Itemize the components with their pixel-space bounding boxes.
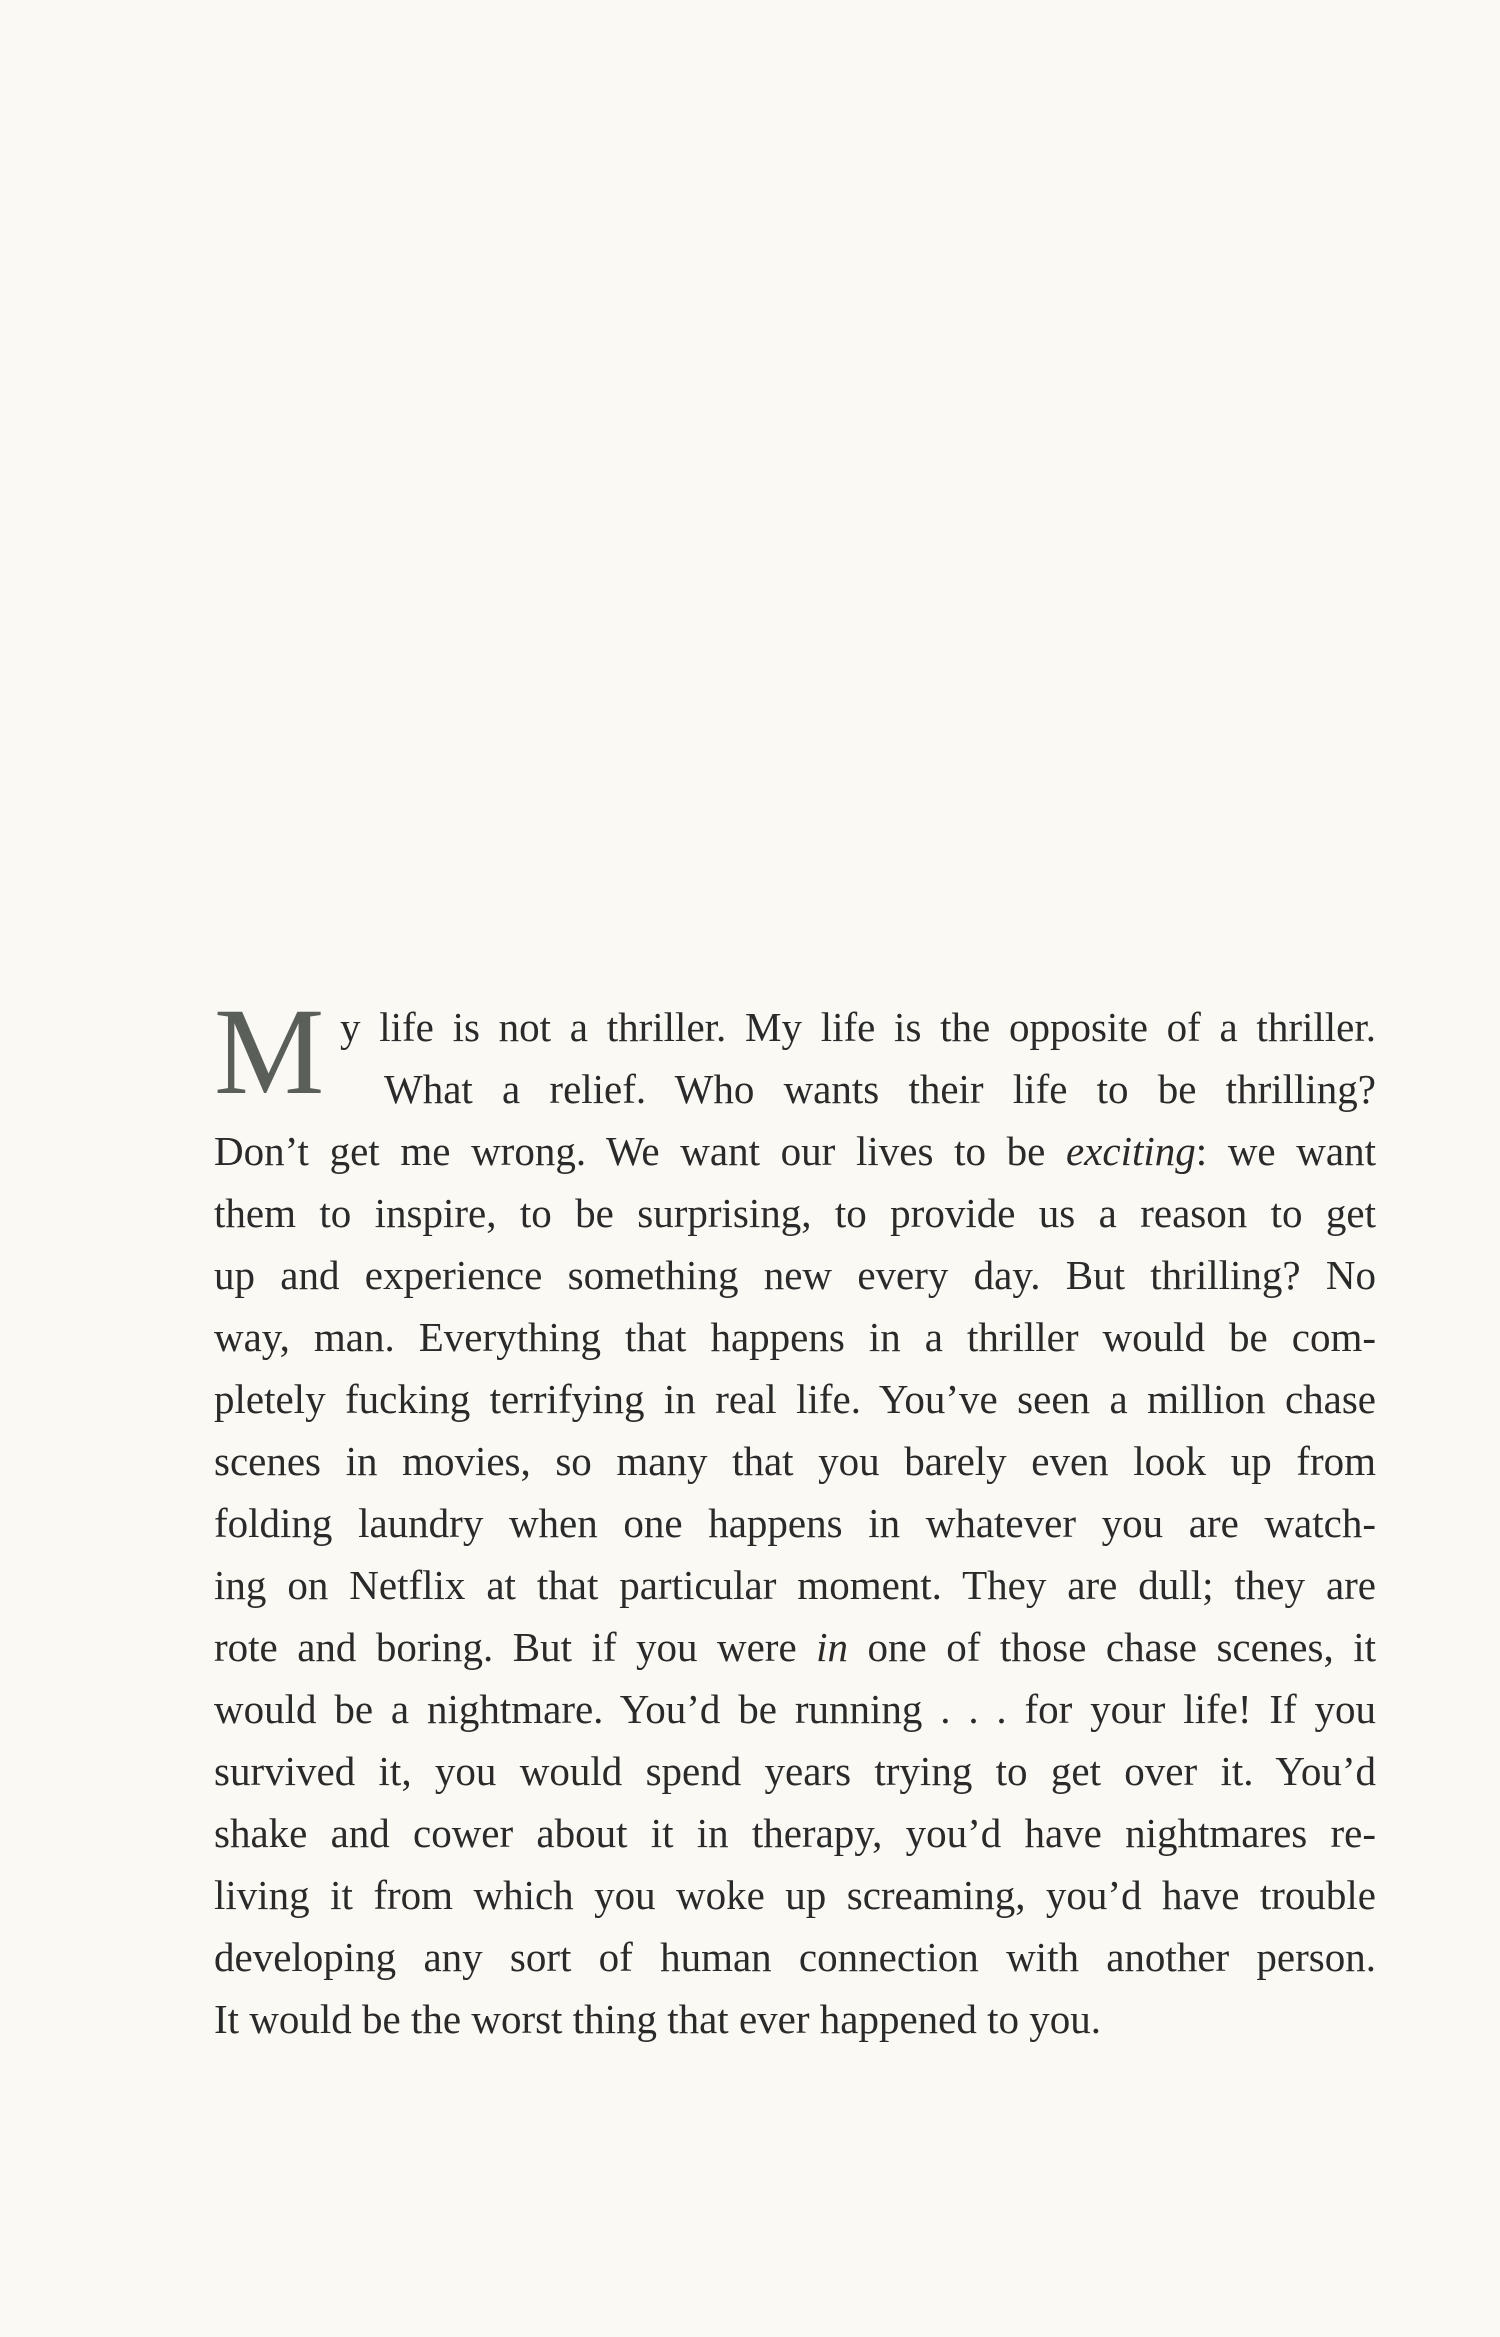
text-line: y life is not a thriller. My life is the opposite of a thriller.	[340, 1004, 1376, 1050]
text-line: would be a nightmare. You’d be running . . . for your life! If you	[214, 1686, 1376, 1732]
text-line: them to inspire, to be surprising, to provide us a reason to get	[214, 1190, 1376, 1236]
text-run: one of those chase scenes, it	[848, 1624, 1376, 1670]
text-line: ing on Netflix at that particular moment. They are dull; they are	[214, 1562, 1376, 1608]
text-line	[214, 1120, 1376, 1182]
text-line: scenes in movies, so many that you barely even look up from	[214, 1438, 1376, 1484]
text-line: shake and cower about it in therapy, you’d have nightmares re-	[214, 1810, 1376, 1856]
text-run: : we want	[1195, 1128, 1376, 1174]
emphasis-text: exciting	[1065, 1128, 1196, 1174]
emphasis-text: in	[816, 1624, 849, 1670]
text-line: developing any sort of human connection with another person.	[214, 1934, 1376, 1980]
text-line: It would be the worst thing that ever happened to you.	[214, 1996, 1101, 2042]
text-run: rote and boring. But if you were	[214, 1624, 817, 1670]
text-line: What a relief. Who wants their life to be thrilling?	[384, 1066, 1376, 1112]
text-line	[214, 1616, 1376, 1678]
text-line: survived it, you would spend years trying to get over it. You’d	[214, 1748, 1376, 1794]
text-line: folding laundry when one happens in whatever you are watch-	[214, 1500, 1376, 1546]
drop-cap: M	[214, 983, 325, 1120]
text-run: Don’t get me wrong. We want our lives to be	[214, 1128, 1066, 1174]
body-paragraph	[214, 996, 1376, 2050]
text-line: way, man. Everything that happens in a thriller would be com-	[214, 1314, 1376, 1360]
text-line: up and experience something new every day. But thrilling? No	[214, 1252, 1376, 1298]
text-line: pletely fucking terrifying in real life. You’ve seen a million chase	[214, 1376, 1376, 1422]
text-line: living it from which you woke up screaming, you’d have trouble	[214, 1872, 1376, 1918]
